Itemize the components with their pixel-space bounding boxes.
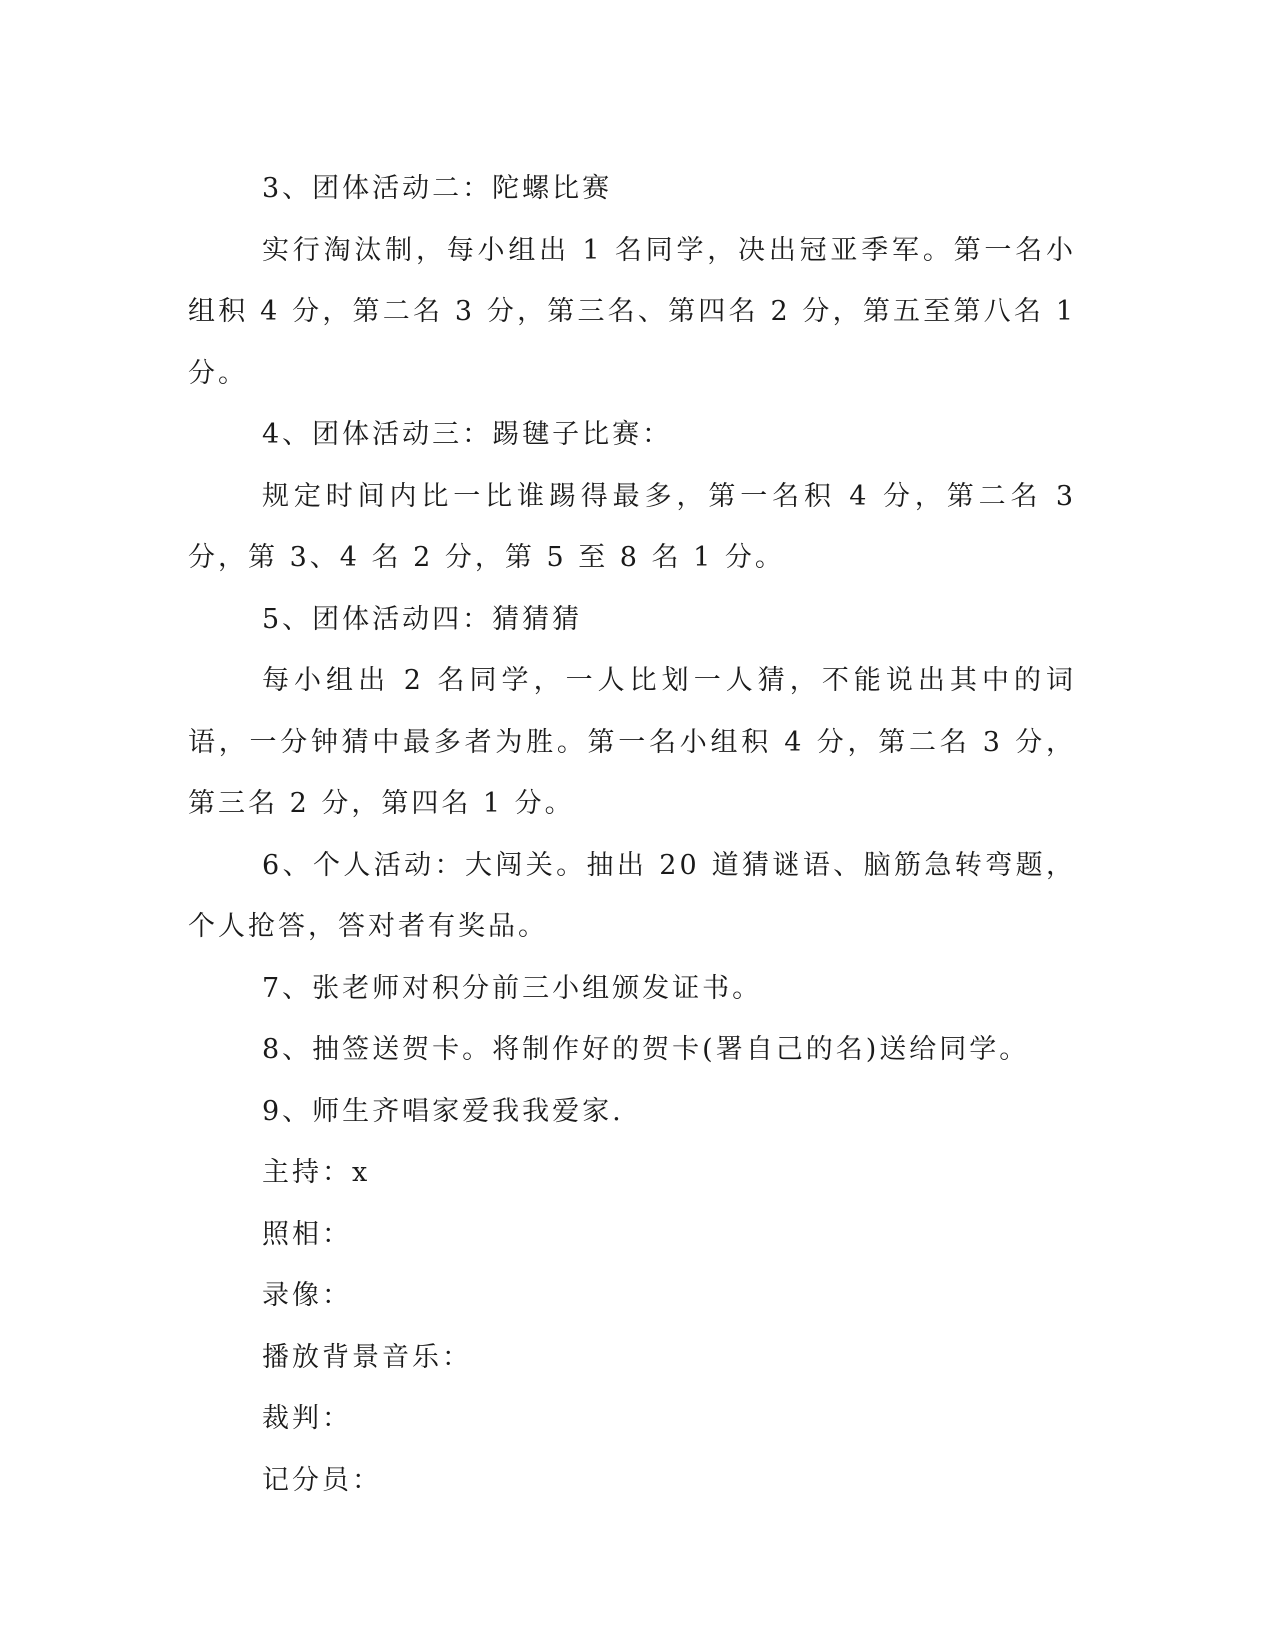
heading-activity-4: 5、团体活动四：猜猜猜: [262, 603, 583, 635]
paragraph-activity-3-rules: 规定时间内比一比谁踢得最多，第一名积 4 分，第二名 3 分，第 3、4 名 2 分，第 5 至 8 名 1 分。: [188, 480, 1076, 573]
paragraph-greeting-cards: 8、抽签送贺卡。将制作好的贺卡(署自己的名)送给同学。: [262, 1034, 1030, 1065]
role-background-music: 播放背景音乐：: [262, 1341, 472, 1373]
paragraph-sing-together: 9、师生齐唱家爱我我爱家.: [262, 1095, 624, 1127]
role-referee: 裁判：: [262, 1403, 352, 1434]
paragraph-certificates: 7、张老师对积分前三小组颁发证书。: [262, 972, 763, 1004]
heading-activity-3: 4、团体活动三：踢毽子比赛：: [262, 419, 673, 450]
paragraph-activity-2-rules: 实行淘汰制，每小组出 1 名同学，决出冠亚季军。第一名小组积 4 分，第二名 3 分，第三名、第四名 2 分，第五至第八名 1 分。: [188, 234, 1076, 389]
role-photographer: 照相：: [262, 1218, 352, 1250]
document-body: [188, 158, 1076, 1511]
paragraph-individual-activity: 6、个人活动：大闯关。抽出 20 道猜谜语、脑筋急转弯题，个人抢答，答对者有奖品。: [188, 849, 1076, 942]
heading-activity-2: 3、团体活动二：陀螺比赛: [262, 173, 613, 204]
role-host: 主持：x: [262, 1157, 371, 1188]
paragraph-activity-4-rules: 每小组出 2 名同学，一人比划一人猜，不能说出其中的词语，一分钟猜中最多者为胜。第一名小组积 4 分，第二名 3 分，第三名 2 分，第四名 1 分。: [188, 665, 1076, 819]
role-scorekeeper: 记分员：: [262, 1464, 382, 1496]
role-video: 录像：: [262, 1280, 352, 1311]
